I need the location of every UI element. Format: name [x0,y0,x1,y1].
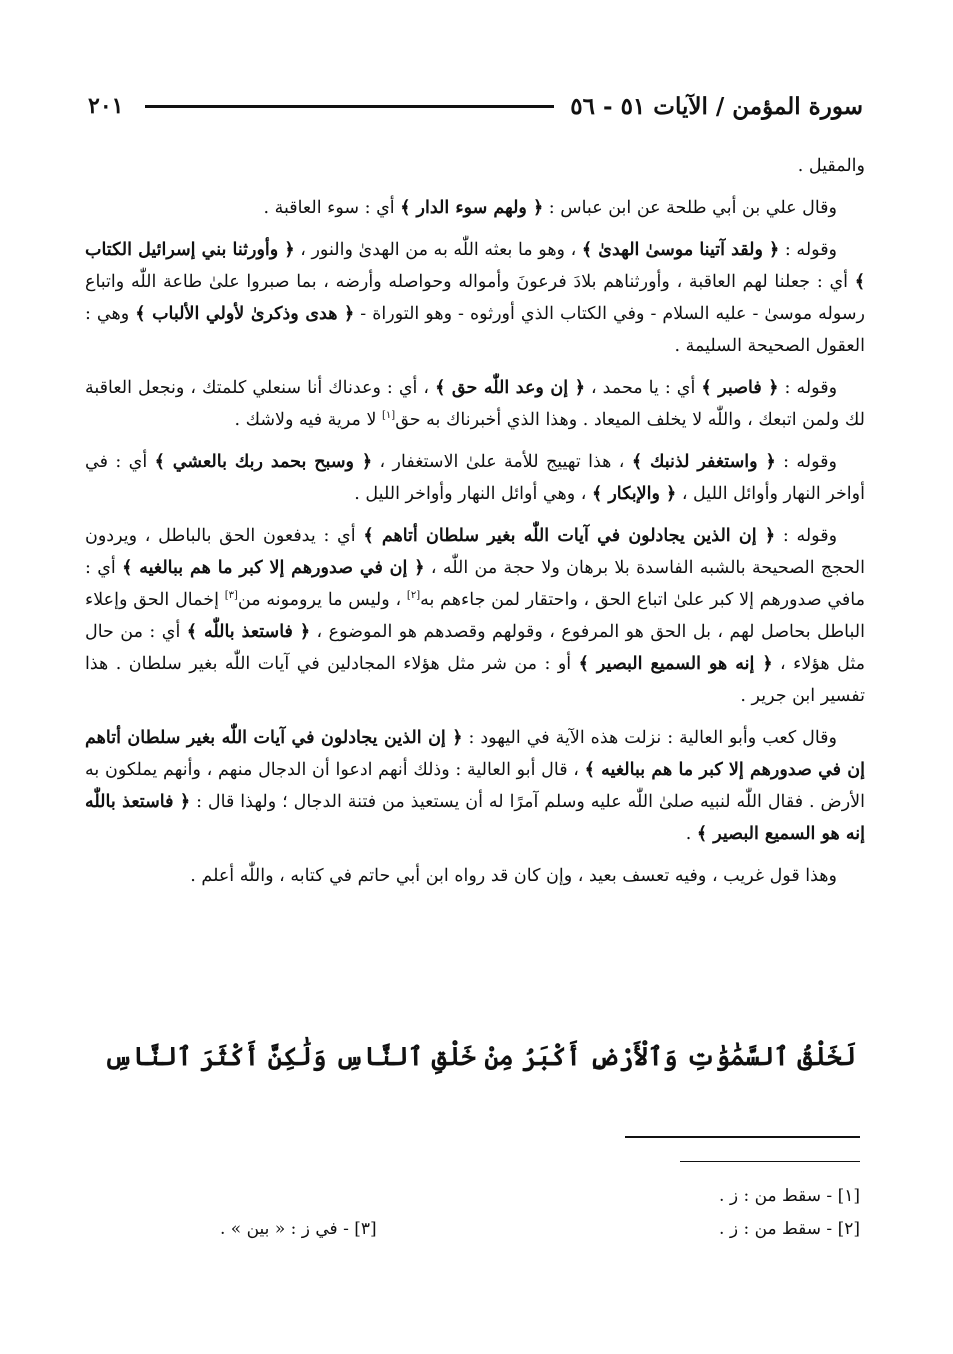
main-text [85,150,865,902]
running-header [88,88,863,124]
footnote-marker: [١] [837,1186,860,1206]
footnote-separator-short [680,1161,860,1162]
paragraph: وقوله : ﴿ ولقد آتينا موسىٰ الهدىٰ ﴾ ، وهو ما بعثه اللّٰه به من الهدىٰ والنور ، ﴿ وأورثنا بني إسرائيل الكتاب ﴾ أي : جعلنا لهم العاقبة ، وأورثناهم بلادَ فرعونَ وأمواله وحواصله وأرضه ، بما صبروا علىٰ طاعة اللّٰه واتباع رسوله موسىٰ - عليه السلام - وفي الكتاب الذي أورثوه - وهو التوراة - ﴿ هدى وذكرىٰ لأولي الألباب ﴾ وهي : العقول الصحيحة السليمة . [85,240,865,356]
paragraph: والمقيل . [797,156,865,176]
footnote-2: [٢] - سقط من : ز . [719,1219,860,1239]
footnote-1: [١] - سقط من : ز . [719,1186,860,1206]
footnote-text: سقط من : ز . [719,1186,822,1206]
footnote-separator [625,1136,860,1138]
footnote-row [220,1180,860,1213]
footnote-row [220,1213,860,1246]
page-number: ٢٠١ [88,93,124,119]
footnote-3: [٣] - في ز : « بين » . [220,1219,377,1239]
surah-title: سورة المؤمن / الآيات ٥١ - ٥٦ [570,92,863,120]
paragraph: وقوله : ﴿ واستغفر لذنبك ﴾ ، هذا تهييج للأمة علىٰ الاستغفار ، ﴿ وسبح بحمد ربك بالعشي ﴾ أي : في أواخر النهار وأوائل الليل ، ﴿ والإبكار ﴾ ، وهي أوائل النهار وأواخر الليل . [85,452,865,504]
footnote-text: سقط من : ز . [719,1219,822,1239]
footnote-marker: [٢] [837,1219,860,1239]
footnote-text: في ز : « بين » . [220,1219,338,1239]
paragraph: وقال كعب وأبو العالية : نزلت هذه الآية في اليهود : ﴿ إن الذين يجادلون في آيات اللّٰه بغير سلطان أتاهم إن في صدورهم إلا كبر ما هم ببالغيه ﴾ ، قال أبو العالية : وذلك أنهم ادعوا أن الدجال منهم ، وأنهم يملكون به الأرض . فقال اللّٰه لنبيه صلىٰ اللّٰه عليه وسلم آمرًا له أن يستعيذ من فتنة الدجال ؛ ولهذا قال : ﴿ فاستعذ باللّٰه إنه هو السميع البصير ﴾ . [85,728,865,844]
paragraph: وقال علي بن أبي طلحة عن ابن عباس : ﴿ ولهم سوء الدار ﴾ أي : سوء العاقبة . [263,198,837,218]
quran-verse: لَخَلْقُ ٱلسَّمَٰوَٰتِ وَٱلْأَرْضِ أَكْبَرُ مِنْ خَلْقِ ٱلنَّاسِ وَلَٰكِنَّ أَكْثَرَ ٱلنَّاسِ [103,1042,857,1071]
paragraph: وقوله : ﴿ فاصبر ﴾ أي : يا محمد ، ﴿ إن وعد اللّٰه حق ﴾ ، أي : وعدناك أنا سنعلي كلمتك ، ونجعل العاقبة لك ولمن اتبعك ، واللّٰه لا يخلف الميعاد . وهذا الذي أخبرناك به حق[١] لا مرية فيه ولاشك . [85,378,865,430]
footnote-marker: [٣] [354,1219,377,1239]
footnotes [220,1180,860,1246]
paragraph: وهذا قول غريب ، وفيه تعسف بعيد ، وإن كان قد رواه ابن أبي حاتم في كتابه ، واللّٰه أعلم . [190,866,837,886]
paragraph: وقوله : ﴿ إن الذين يجادلون في آيات اللّٰه بغير سلطان أتاهم ﴾ أي : يدفعون الحق بالباطل ، ويردون الحجج الصحيحة بالشبه الفاسدة بلا برهان ولا حجة من اللّٰه ، ﴿ إن في صدورهم إلا كبر ما هم ببالغيه ﴾ أي : مافي صدورهم إلا كبر علىٰ اتباع الحق ، واحتقار لمن جاءهم به[٢] ، وليس ما يرومونه من[٣] إخمال الحق وإعلاء الباطل بحاصل لهم ، بل الحق هو المرفوع ، وقولهم وقصدهم هو الموضوع ، ﴿ فاستعذ باللّٰه ﴾ أي : من حال مثل هؤلاء ، ﴿ إنه هو السميع البصير ﴾ أو : من شر مثل هؤلاء المجادلين في آيات اللّٰه بغير سلطان . هذا تفسير ابن جرير . [85,526,865,706]
header-rule [145,105,554,108]
